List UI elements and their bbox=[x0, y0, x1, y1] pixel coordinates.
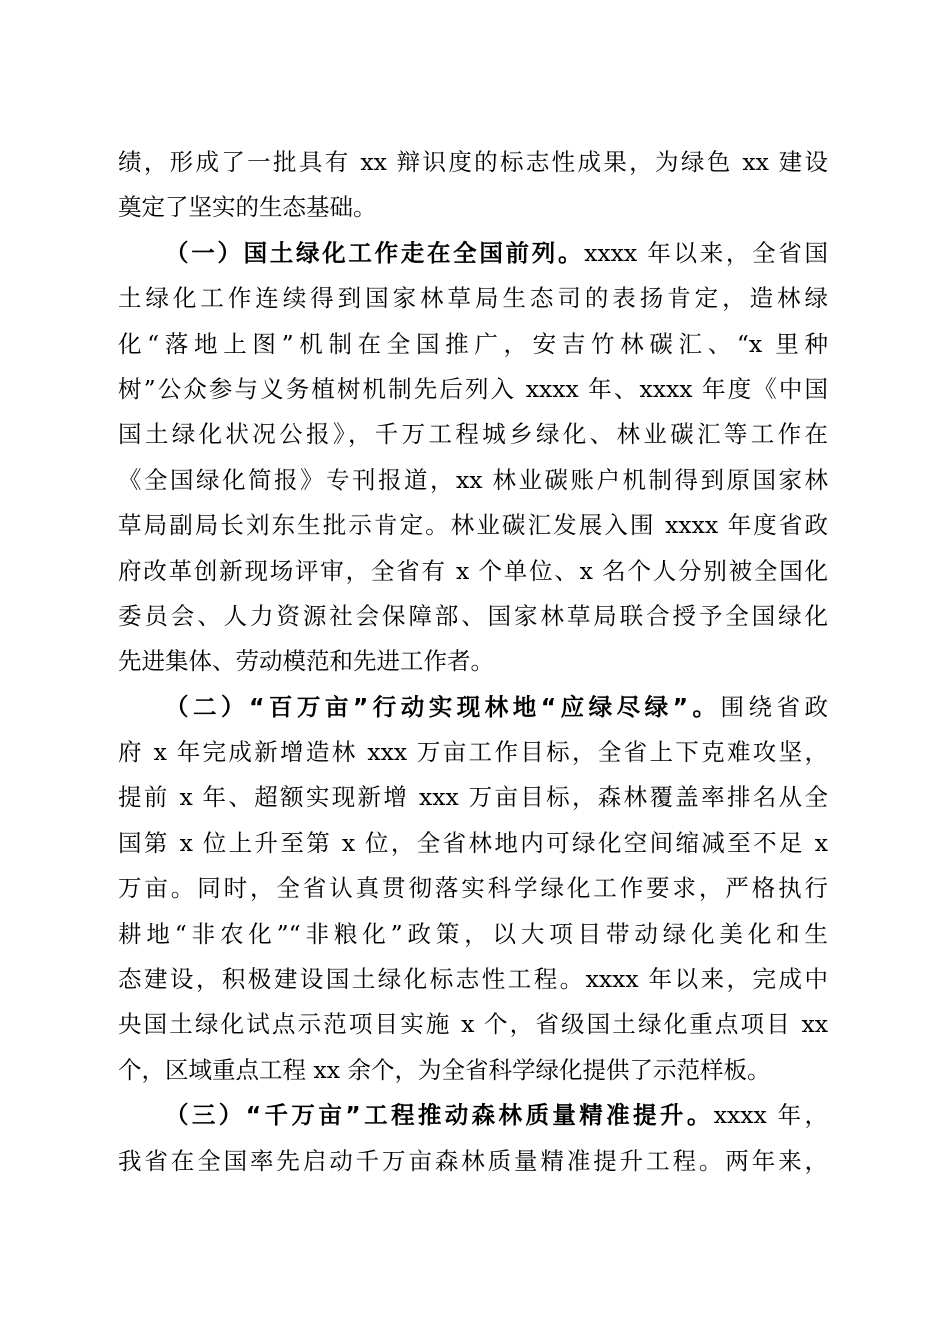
section-heading: （二）“百万亩”行动实现林地“应绿尽绿”。 bbox=[165, 692, 721, 721]
text-line: 国土绿化状况公报》，千万工程城乡绿化、林业碳汇等工作在 bbox=[118, 420, 828, 449]
text-line: 草局副局长刘东生批示肯定。林业碳汇发展入围 xxxx 年度省政 bbox=[118, 511, 828, 540]
text-line: 府 x 年完成新增造林 xxx 万亩工作目标，全省上下克难攻坚， bbox=[118, 738, 828, 767]
text-run: 围绕省政 bbox=[720, 692, 829, 721]
text-line: 国第 x 位上升至第 x 位，全省林地内可绿化空间缩减至不足 x bbox=[118, 828, 828, 857]
document-body bbox=[118, 140, 828, 1184]
section-heading-line bbox=[118, 231, 828, 276]
text-line: 提前 x 年、超额实现新增 xxx 万亩目标，森林覆盖率排名从全 bbox=[118, 783, 828, 812]
section-heading-line bbox=[118, 1093, 828, 1138]
text-line: 树”公众参与义务植树机制先后列入 xxxx 年、xxxx 年度《中国 bbox=[118, 374, 828, 403]
text-line: 府改革创新现场评审，全省有 x 个单位、x 名个人分别被全国化 bbox=[118, 556, 828, 585]
text-line: 绩，形成了一批具有 xx 辩识度的标志性成果，为绿色 xx 建设 bbox=[118, 148, 828, 176]
text-line: 万亩。同时，全省认真贯彻落实科学绿化工作要求，严格执行 bbox=[118, 874, 828, 903]
section-heading: （三）“千万亩”工程推动森林质量精准提升。 bbox=[165, 1101, 714, 1130]
text-line: 土绿化工作连续得到国家林草局生态司的表扬肯定，造林绿 bbox=[118, 284, 828, 313]
text-line: 先进集体、劳动模范和先进工作者。 bbox=[118, 647, 494, 676]
text-line: 我省在全国率先启动千万亩森林质量精准提升工程。两年来， bbox=[118, 1146, 828, 1175]
paragraph-section-1 bbox=[118, 231, 828, 685]
text-line: 央国土绿化试点示范项目实施 x 个，省级国土绿化重点项目 xx bbox=[118, 1010, 828, 1039]
text-line: 委员会、人力资源社会保障部、国家林草局联合授予全国绿化 bbox=[118, 601, 828, 630]
text-line: 耕地“非农化”“非粮化”政策，以大项目带动绿化美化和生 bbox=[118, 919, 828, 948]
text-line: 奠定了坚实的生态基础。 bbox=[118, 193, 377, 222]
text-line: 态建设，积极建设国土绿化标志性工程。xxxx 年以来，完成中 bbox=[118, 965, 828, 994]
section-heading-line bbox=[118, 685, 828, 730]
paragraph-section-2 bbox=[118, 685, 828, 1094]
section-heading: （一）国土绿化工作走在全国前列。 bbox=[165, 238, 585, 267]
text-run: xxxx 年以来，全省国 bbox=[584, 238, 828, 267]
text-line: 化“落地上图”机制在全国推广，安吉竹林碳汇、“x 里种 bbox=[118, 329, 828, 358]
paragraph-intro bbox=[118, 140, 828, 231]
text-line: 个，区域重点工程 xx 余个，为全省科学绿化提供了示范样板。 bbox=[118, 1055, 771, 1084]
text-line: 《全国绿化简报》专刊报道，xx 林业碳账户机制得到原国家林 bbox=[118, 465, 828, 494]
paragraph-section-3 bbox=[118, 1093, 828, 1184]
text-run: xxxx 年， bbox=[713, 1101, 829, 1130]
